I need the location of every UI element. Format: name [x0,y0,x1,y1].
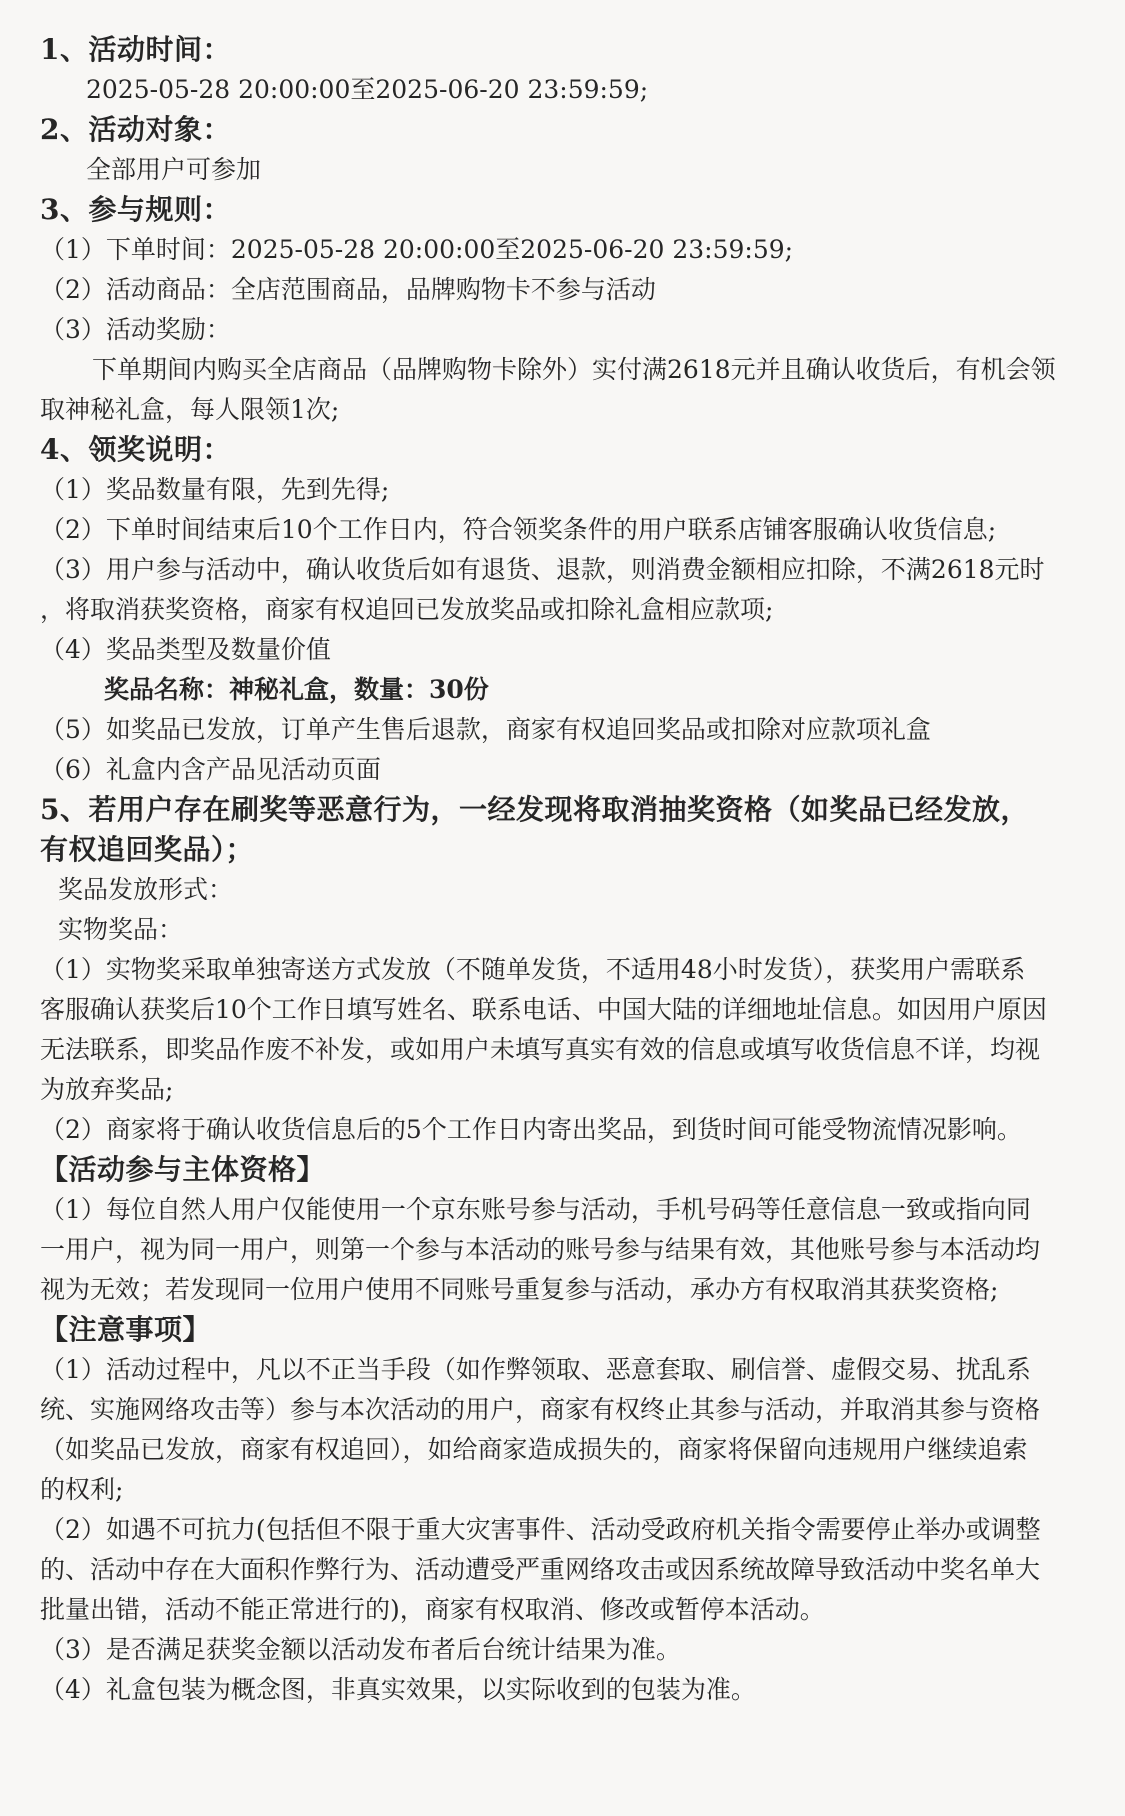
target-value: 全部用户可参加 [86,155,262,184]
section-heading-notes: 【注意事项】 [40,1313,212,1346]
claim-item: （5）如奖品已发放，订单产生售后退款，商家有权追回奖品或扣除对应款项礼盒 [40,715,931,744]
delivery-item: （1）实物奖采取单独寄送方式发放（不随单发货，不适用48小时发货），获奖用户需联系 [40,955,1026,984]
eligibility-item: 一用户，视为同一用户，则第一个参与本活动的账号参与结果有效，其他账号参与本活动均 [40,1235,1041,1264]
rule-reward-text: 取神秘礼盒，每人限领1次; [40,395,340,424]
notes-item: 批量出错，活动不能正常进行的)，商家有权取消、修改或暂停本活动。 [40,1595,825,1624]
prize-name-quantity: 奖品名称：神秘礼盒，数量：30份 [104,675,489,704]
notes-item: （2）如遇不可抗力(包括但不限于重大灾害事件、活动受政府机关指令需要停止举办或调整 [40,1515,1041,1544]
claim-item: （2）下单时间结束后10个工作日内，符合领奖条件的用户联系店铺客服确认收货信息; [40,515,997,544]
section-heading-fraud: 有权追回奖品）； [40,833,255,866]
notes-item: （3）是否满足获奖金额以活动发布者后台统计结果为准。 [40,1635,681,1664]
notes-item: （如奖品已发放，商家有权追回），如给商家造成损失的，商家将保留向违规用户继续追索 [40,1435,1028,1464]
notes-item: 的权利; [40,1475,124,1504]
notes-item: （4）礼盒包装为概念图，非真实效果，以实际收到的包装为准。 [40,1675,756,1704]
delivery-item: （2）商家将于确认收货信息后的5个工作日内寄出奖品，到货时间可能受物流情况影响。 [40,1115,1022,1144]
delivery-item: 客服确认获奖后10个工作日填写姓名、联系电话、中国大陆的详细地址信息。如因用户原因 [40,995,1047,1024]
notes-item: （1）活动过程中，凡以不正当手段（如作弊领取、恶意套取、刷信誉、虚假交易、扰乱系 [40,1355,1031,1384]
rule-reward-text: 下单期间内购买全店商品（品牌购物卡除外）实付满2618元并且确认收货后，有机会领 [92,355,1056,384]
rule-item: （2）活动商品：全店范围商品，品牌购物卡不参与活动 [40,275,656,304]
section-heading-rules: 3、参与规则： [40,193,231,226]
section-heading-eligibility: 【活动参与主体资格】 [40,1153,326,1186]
delivery-item: 无法联系，即奖品作废不补发，或如用户未填写真实有效的信息或填写收货信息不详，均视 [40,1035,1041,1064]
claim-item: （6）礼盒内含产品见活动页面 [40,755,381,784]
eligibility-item: （1）每位自然人用户仅能使用一个京东账号参与活动，手机号码等任意信息一致或指向同 [40,1195,1031,1224]
time-value: 2025-05-28 20:00:00至2025-06-20 23:59:59; [86,75,649,104]
rule-item: （1）下单时间：2025-05-28 20:00:00至2025-06-20 23:59:59; [40,235,794,264]
section-heading-fraud: 5、若用户存在刷奖等恶意行为，一经发现将取消抽奖资格（如奖品已经发放， [40,793,1029,826]
delivery-item: 为放弃奖品; [40,1075,174,1104]
delivery-form-label: 奖品发放形式： [58,875,234,904]
claim-item: ，将取消获奖资格，商家有权追回已发放奖品或扣除礼盒相应款项; [40,595,774,624]
rule-item: （3）活动奖励： [40,315,231,344]
section-heading-claim: 4、领奖说明： [40,433,231,466]
physical-prize-label: 实物奖品： [58,915,184,944]
claim-item: （3）用户参与活动中，确认收货后如有退货、退款，则消费金额相应扣除，不满2618元时 [40,555,1045,584]
section-heading-target: 2、活动对象： [40,113,231,146]
eligibility-item: 视为无效；若发现同一位用户使用不同账号重复参与活动，承办方有权取消其获奖资格; [40,1275,999,1304]
claim-item: （4）奖品类型及数量价值 [40,635,331,664]
notes-item: 的、活动中存在大面积作弊行为、活动遭受严重网络攻击或因系统故障导致活动中奖名单大 [40,1555,1041,1584]
notes-item: 统、实施网络攻击等）参与本次活动的用户，商家有权终止其参与活动，并取消其参与资格 [40,1395,1041,1424]
section-heading-time: 1、活动时间： [40,33,231,66]
claim-item: （1）奖品数量有限，先到先得; [40,475,390,504]
